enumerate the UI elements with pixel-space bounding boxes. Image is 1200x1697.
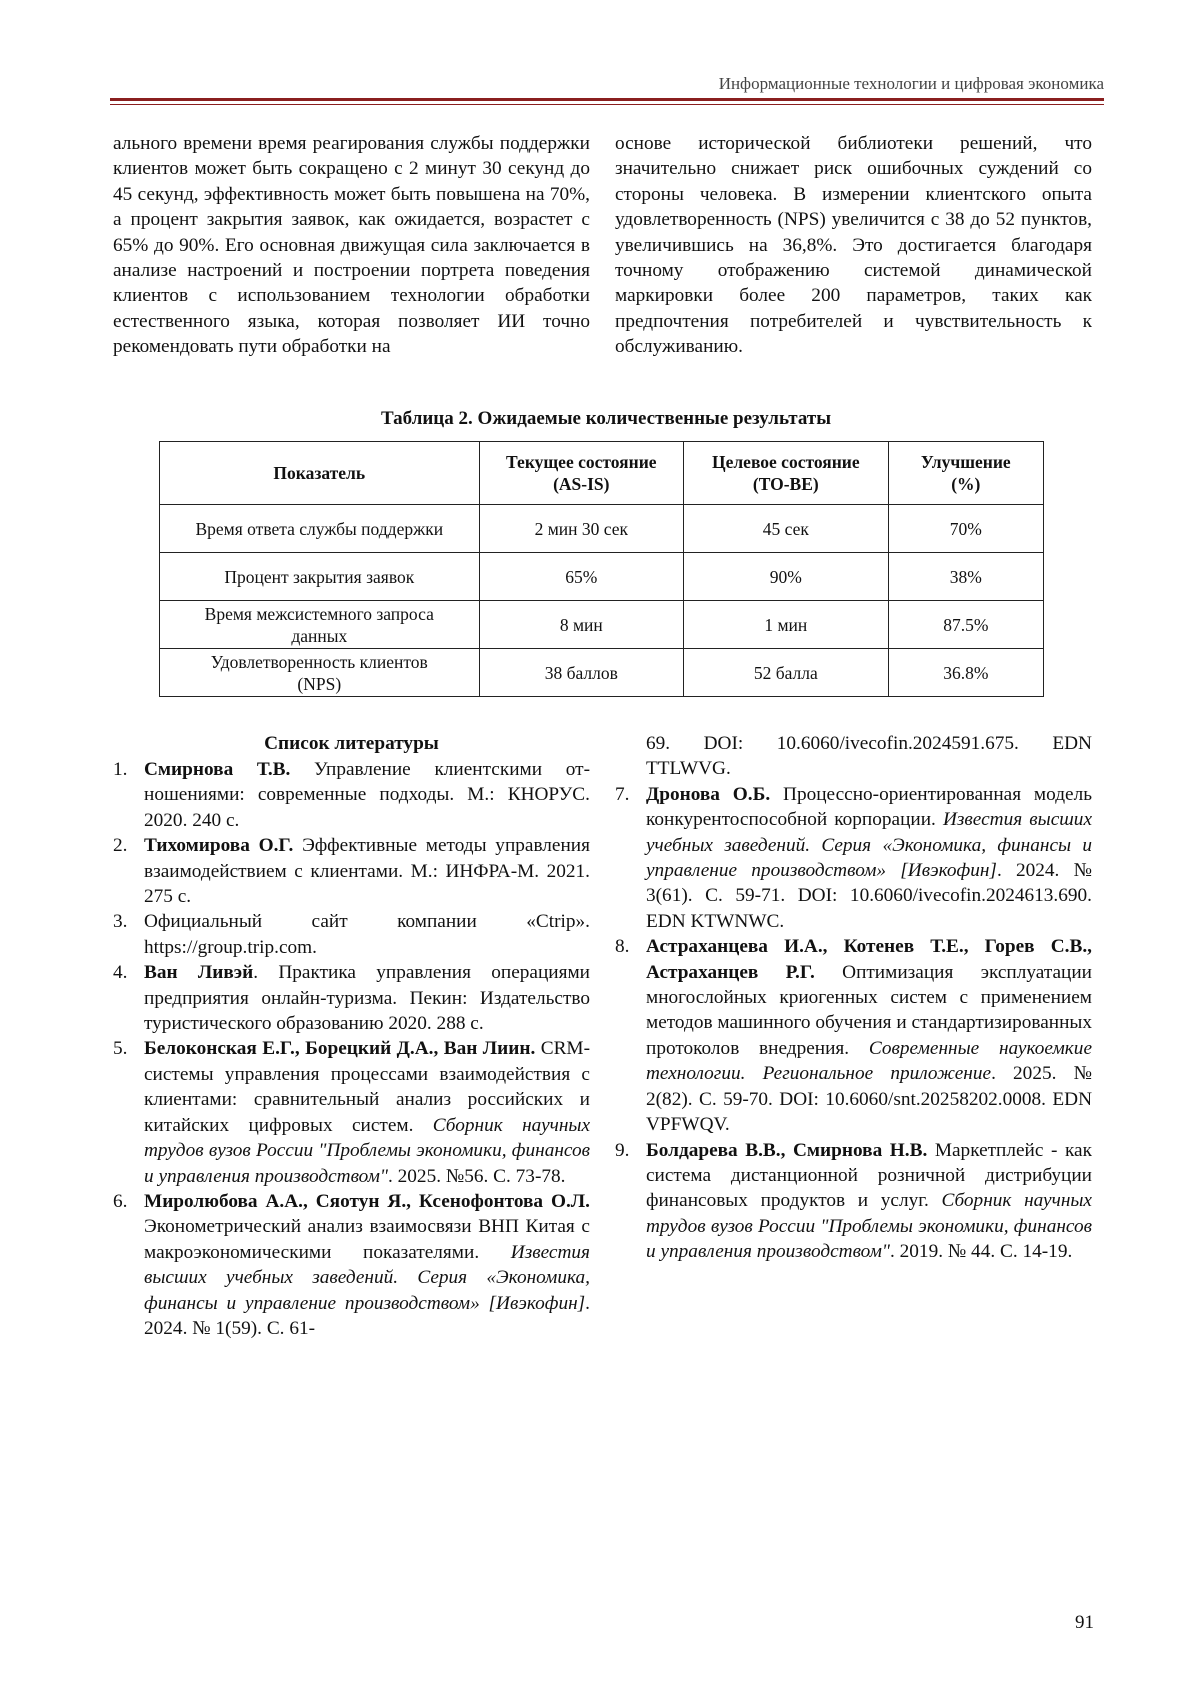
header-to-be: Целевое состояние (TO-BE) [684, 442, 889, 505]
cell-as-is: 2 мин 30 сек [479, 505, 684, 553]
table-header-row [160, 442, 1044, 505]
body-column-left [113, 131, 590, 360]
header-rule-thin [110, 104, 1104, 105]
cell-indicator: Время межсистемного запроса данных [160, 601, 480, 649]
header-as-is: Текущее состояние (AS-IS) [479, 442, 684, 505]
cell-improvement: 87.5% [888, 601, 1043, 649]
cell-as-is: 8 мин [479, 601, 684, 649]
references-column-right [615, 731, 1092, 1265]
cell-to-be: 52 балла [684, 649, 889, 697]
reference-item: 6. Миролюбова А.А., Сяотун Я., Ксенофонтова О.Л. Эконометрический анализ взаимосвязи ВНП Китая с макроэкономическими показателями. Известия высших учебных заведений. Серия «Экономика, финансы и управление производством» [Ивэкофин]. 2024. № 1(59). С. 61- [113, 1190, 590, 1339]
cell-indicator: Удовлетворенность клиентов (NPS) [160, 649, 480, 697]
header-indicator: Показатель [160, 442, 480, 505]
references-column-left [113, 757, 590, 1341]
references-title: Список литературы [264, 733, 439, 754]
header-rule-thick [110, 98, 1104, 101]
reference-item: 1. Смирнова Т.В. Управление клиентскими отношениями: современные подходы. М.: КНОРУС. 2020. 240 с. [113, 759, 590, 831]
header-improvement: Улучшение (%) [888, 442, 1043, 505]
reference-item: 2. Тихомирова О.Г. Эффективные методы управления взаимодействием с клиентами. М.: ИНФРА-М. 2021. 275 с. [113, 835, 590, 908]
reference-item: 5. Белоконская Е.Г., Борецкий Д.А., Ван Лиин. CRM-системы управления процессами взаимодействия с клиентами: сравнительный анализ российских и китайских цифровых систем. Сборник научных трудов вузов России "Проблемы экономики, финансов и управления производством". 2025. №56. С. 73-78. [113, 1038, 591, 1187]
reference-item: 3. Официальный сайт компании «Ctrip». https://group.trip.com. [113, 911, 590, 958]
cell-to-be: 1 мин [684, 601, 889, 649]
reference-item: 7. Дронова О.Б. Процессно-ориентированная модель конкурентоспособной корпорации. Известия высших учебных заведений. Серия «Экономика, финансы и управление производством» [Ивэкофин]. 2024. № 3(61). С. 59-71. DOI: 10.6060/ivecofin.2024613.690. EDN KTWNWC. [615, 783, 1093, 932]
cell-to-be: 45 сек [684, 505, 889, 553]
table-row [160, 505, 1044, 553]
body-paragraph-left: ального времени время реагирования службы поддержки клиентов может быть сокращено с 2 минут 30 секунд до 45 секунд, эффективность может быть повышена на 70%, а процент закрытия заявок, как ожидается, возрастет с 65% до 90%. Его основная движущая сила заключается в анализе настроений и построении портрета поведения клиентов с использованием технологии обработки естественного языка, которая позволяет ИИ точно рекомендовать пути обработки на [113, 133, 590, 358]
page-number: 91 [1075, 1612, 1094, 1633]
table-row [160, 553, 1044, 601]
cell-to-be: 90% [684, 553, 889, 601]
table-row [160, 601, 1044, 649]
reference-item: 8. Астраханцева И.А., Котенев Т.Е., Горев С.В., Астраханцев Р.Г. Оптимизация эксплуатации многослойных криогенных систем с применением методов машинного обучения и стандартизированных протоколов внедрения. Современные наукоемкие технологии. Региональное приложение. 2025. № 2(82). С. 59-70. DOI: 10.6060/snt.20258202.0008. EDN VPFWQV. [615, 936, 1092, 1136]
cell-improvement: 38% [888, 553, 1043, 601]
cell-improvement: 36.8% [888, 649, 1043, 697]
running-head: Информационные технологии и цифровая экономика [718, 74, 1104, 93]
reference-item-continued: 69. DOI: 10.6060/ivecofin.2024591.675. EDN TTLWVG. [646, 733, 1092, 780]
reference-item: 4. Ван Ливэй. Практика управления операциями предприятия онлайн-туризма. Пекин: Издательство туристического образованию 2020. 288 с. [113, 962, 590, 1035]
cell-indicator: Процент закрытия заявок [160, 553, 480, 601]
cell-as-is: 65% [479, 553, 684, 601]
cell-improvement: 70% [888, 505, 1043, 553]
cell-as-is: 38 баллов [479, 649, 684, 697]
body-column-right [615, 131, 1092, 360]
results-table [159, 441, 1044, 697]
cell-indicator: Время ответа службы поддержки [160, 505, 480, 553]
table-caption: Таблица 2. Ожидаемые количественные результаты [380, 408, 832, 429]
reference-item: 9. Болдарева В.В., Смирнова Н.В. Маркетплейс - как система дистанционной розничной дистрибуции финансовых продуктов и услуг. Сборник научных трудов вузов России "Проблемы экономики, финансов и управления производством". 2019. № 44. С. 14-19. [615, 1139, 1092, 1263]
body-paragraph-right: основе исторической библиотеки решений, что значительно снижает риск ошибочных суждений со стороны человека. В измерении клиентского опыта удовлетворенность (NPS) увеличится с 38 до 52 пунктов, увеличившись на 36,8%. Это достигается благодаря точному отображению системой динамической маркировки более 200 параметров, таких как предпочтения потребителей и чувствительность к обслуживанию. [615, 133, 1092, 358]
table-row [160, 649, 1044, 697]
